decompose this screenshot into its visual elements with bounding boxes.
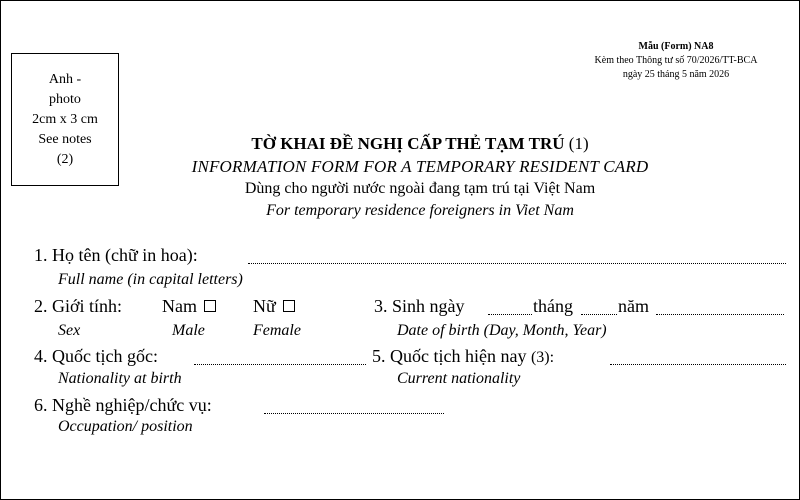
dob-day-label: Sinh ngày — [392, 296, 465, 316]
title-note: (1) — [568, 134, 589, 153]
field-full-name — [34, 244, 198, 266]
field-number: 5. — [372, 346, 386, 366]
sex-label-en: Sex — [58, 322, 81, 339]
female-label-en: Female — [253, 322, 301, 339]
photo-placeholder — [11, 53, 119, 186]
form-circular: Kèm theo Thông tư số 70/2026/TT-BCA — [594, 55, 758, 66]
nationality-current-label: Quốc tịch hiện nay — [390, 346, 527, 366]
dob-day-input[interactable] — [488, 313, 532, 315]
nationality-current-label-en: Current nationality — [397, 370, 521, 387]
nationality-current-note: (3): — [530, 349, 555, 366]
female-checkbox[interactable] — [283, 300, 295, 312]
photo-see-notes: See notes — [38, 131, 92, 147]
title-vi: TỜ KHAI ĐỀ NGHỊ CẤP THẺ TẠM TRÚ — [251, 134, 565, 153]
dob-month-label: tháng — [533, 296, 573, 316]
form-code: Mẫu (Form) NA8 — [638, 41, 714, 52]
usage-vi: Dùng cho người nước ngoài đang tạm trú tại Việt Nam — [244, 180, 596, 197]
dob-label-en: Date of birth (Day, Month, Year) — [397, 322, 607, 339]
photo-note-ref: (2) — [56, 151, 74, 167]
title-en: INFORMATION FORM FOR A TEMPORARY RESIDENT CARD — [191, 157, 649, 176]
form-code-block — [566, 40, 786, 82]
sex-label: Giới tính: — [52, 296, 123, 316]
usage-en: For temporary residence foreigners in Viet Nam — [266, 202, 574, 219]
occupation-label-en: Occupation/ position — [58, 418, 193, 435]
male-label-en: Male — [172, 322, 205, 339]
form-heading — [120, 132, 720, 222]
nationality-birth-label: Quốc tịch gốc: — [52, 346, 158, 366]
dob-month-input[interactable] — [581, 313, 617, 315]
nationality-current-input[interactable] — [610, 363, 786, 365]
full-name-label: Họ tên (chữ in hoa): — [52, 245, 198, 265]
field-number: 2. — [34, 296, 48, 316]
occupation-label: Nghề nghiệp/chức vụ: — [52, 395, 212, 415]
field-number: 1. — [34, 245, 48, 265]
photo-label-vi: Anh - — [48, 71, 82, 87]
field-nationality-birth — [34, 345, 158, 367]
field-occupation — [34, 394, 212, 416]
field-number: 6. — [34, 395, 48, 415]
nationality-birth-input[interactable] — [194, 363, 366, 365]
male-label: Nam — [162, 296, 197, 316]
field-nationality-current — [372, 345, 554, 369]
full-name-input-line[interactable] — [248, 262, 786, 264]
field-number: 4. — [34, 346, 48, 366]
sex-option-male[interactable] — [162, 295, 216, 317]
dob-year-label: năm — [618, 296, 649, 316]
female-label: Nữ — [253, 296, 276, 316]
nationality-birth-label-en: Nationality at birth — [58, 370, 182, 387]
field-sex — [34, 295, 122, 317]
field-number: 3. — [374, 296, 388, 316]
photo-label-en: photo — [49, 91, 81, 107]
form-title — [120, 132, 720, 156]
male-checkbox[interactable] — [204, 300, 216, 312]
photo-size: 2cm x 3 cm — [32, 111, 98, 127]
dob-year-input[interactable] — [656, 313, 784, 315]
full-name-label-en: Full name (in capital letters) — [58, 271, 243, 288]
sex-option-female[interactable] — [253, 295, 295, 317]
field-dob — [374, 295, 465, 317]
occupation-input[interactable] — [264, 412, 444, 414]
form-date: ngày 25 tháng 5 năm 2026 — [622, 69, 730, 80]
